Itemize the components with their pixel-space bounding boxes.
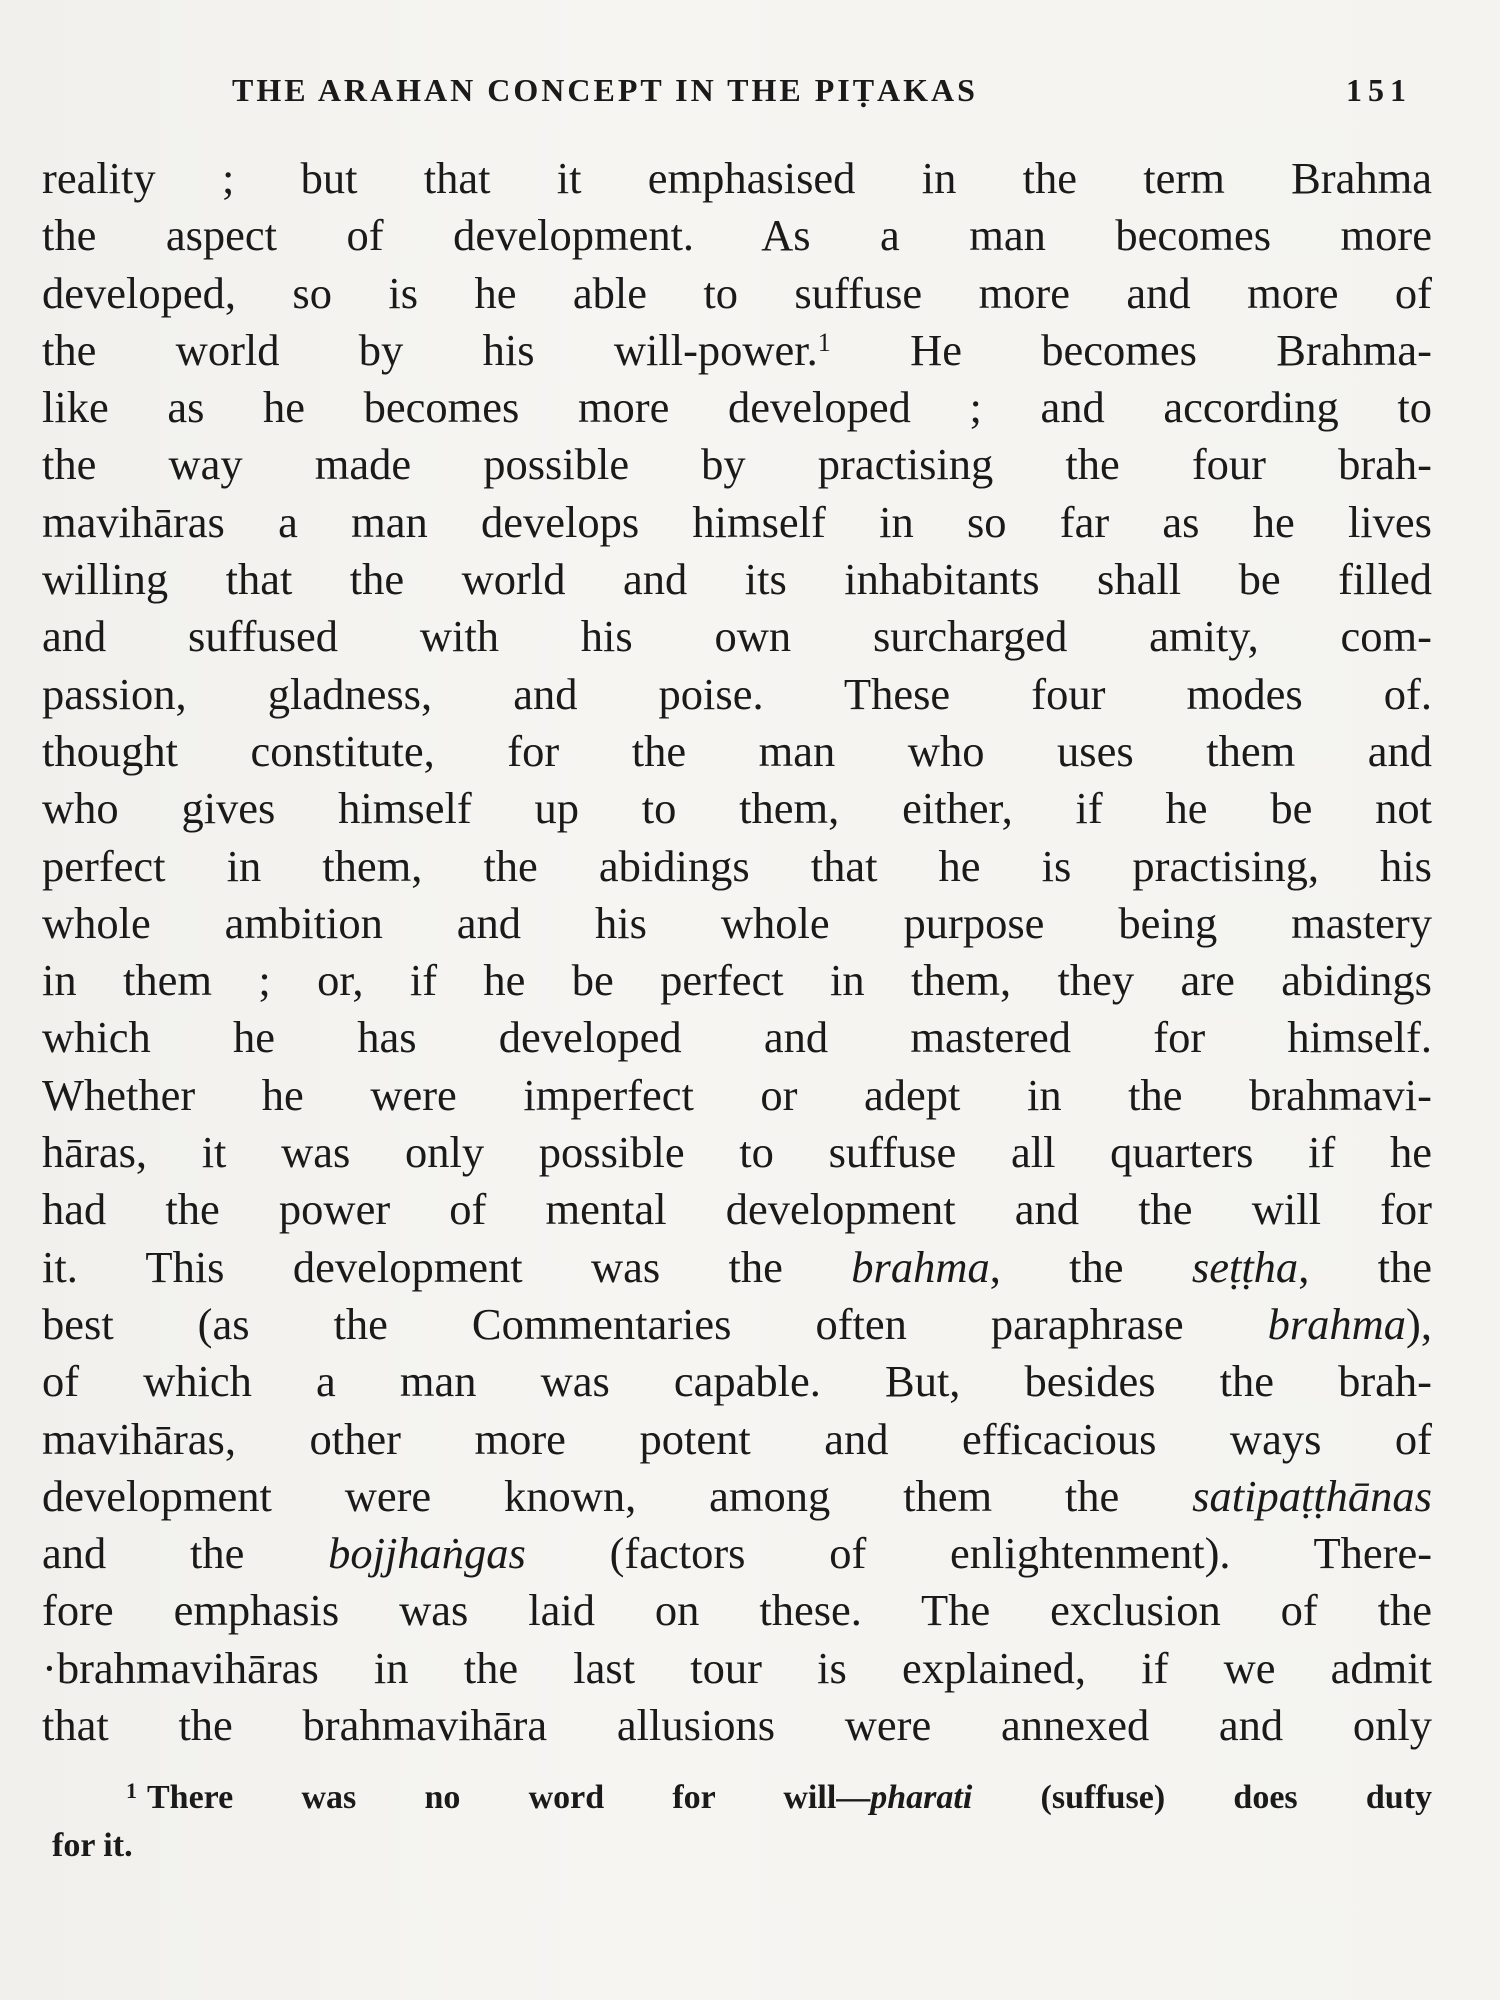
running-head [232, 72, 1412, 116]
text-line-12: who gives himself up to them, either, if he be not [42, 783, 1432, 834]
italic-term-brahma-2: brahma [1267, 1298, 1407, 1349]
text-line-21-tail: ), [1406, 1298, 1432, 1349]
text-line-24-main: development were known, among them the [42, 1470, 1120, 1521]
italic-term-satipatthanas: satipaṭṭhānas [1192, 1470, 1432, 1521]
italic-term-brahma: brahma [851, 1241, 990, 1292]
text-line-11: thought constitute, for the man who uses them and [42, 725, 1432, 776]
text-line-27: ·brahmavihāras in the last tour is explained, if we admit [42, 1642, 1432, 1693]
text-line-9: and suffused with his own surcharged amity, com- [42, 611, 1432, 662]
text-line-17: Whether he were imperfect or adept in the brahmavi- [42, 1069, 1432, 1120]
text-line-7: mavihāras a man develops himself in so far as he lives [42, 496, 1432, 547]
text-line-23: mavihāras, other more potent and efficacious ways of [42, 1413, 1432, 1464]
text-line-18: hāras, it was only possible to suffuse all quarters if he [42, 1127, 1432, 1178]
page-number: 151 [1346, 72, 1412, 108]
text-line-1: reality ; but that it emphasised in the term Brahma [42, 153, 1432, 203]
text-line-4 [42, 322, 1432, 379]
text-line-25-main: and the [42, 1528, 245, 1579]
body-text [42, 150, 1432, 1754]
text-line-2: the aspect of development. As a man becomes more [42, 210, 1432, 261]
text-line-6: the way made possible by practising the four brah- [42, 439, 1432, 490]
text-line-14: whole ambition and his whole purpose being mastery [42, 897, 1432, 948]
text-line-4-tail: He becomes Brahma- [910, 324, 1432, 375]
text-line-16: which he has developed and mastered for himself. [42, 1012, 1432, 1063]
text-line-20 [42, 1239, 1432, 1296]
text-line-3: developed, so is he able to suffuse more and more of [42, 267, 1432, 318]
footnote-text-after: (suffuse) does duty [1040, 1779, 1432, 1816]
text-line-13: perfect in them, the abidings that he is practising, his [42, 840, 1432, 891]
footnote-reference: 1 [817, 327, 831, 357]
footnote [52, 1774, 1432, 1870]
text-line-4-main: the world by his will-power. [42, 324, 818, 375]
italic-term-bojjhangas: bojjhaṅgas [328, 1528, 526, 1579]
text-line-19: had the power of mental development and the will for [42, 1184, 1432, 1235]
text-line-10: passion, gladness, and poise. These four modes of. [42, 668, 1432, 719]
text-line-20-main: it. This development was the [42, 1241, 783, 1292]
footnote-line-2: for it. [52, 1827, 133, 1864]
footnote-italic-term: pharati [870, 1779, 973, 1816]
text-line-5: like as he becomes more developed ; and according to [42, 382, 1432, 433]
text-line-21 [42, 1296, 1432, 1353]
italic-term-settha: seṭṭha [1191, 1241, 1299, 1292]
text-line-15: in them ; or, if he be perfect in them, they are abidings [42, 955, 1432, 1006]
footnote-mark: 1 [126, 1778, 137, 1803]
text-line-24 [42, 1468, 1432, 1525]
text-line-8: willing that the world and its inhabitants shall be filled [42, 554, 1432, 605]
running-head-title: THE ARAHAN CONCEPT IN THE PIṬAKAS [232, 72, 978, 108]
text-line-20-mid: , the [989, 1241, 1124, 1292]
text-line-25 [42, 1525, 1432, 1582]
text-line-22: of which a man was capable. But, besides the brah- [42, 1356, 1432, 1407]
text-line-21-main: best (as the Commentaries often paraphrase [42, 1298, 1184, 1349]
footnote-line-1 [52, 1774, 1432, 1822]
text-line-26: fore emphasis was laid on these. The exclusion of the [42, 1585, 1432, 1636]
text-line-28: that the brahmavihāra allusions were annexed and only [42, 1700, 1432, 1751]
footnote-text-before: There was no word for will— [147, 1779, 871, 1816]
text-line-25-tail: (factors of enlightenment). There- [609, 1528, 1432, 1579]
text-line-20-tail: , the [1298, 1241, 1432, 1292]
